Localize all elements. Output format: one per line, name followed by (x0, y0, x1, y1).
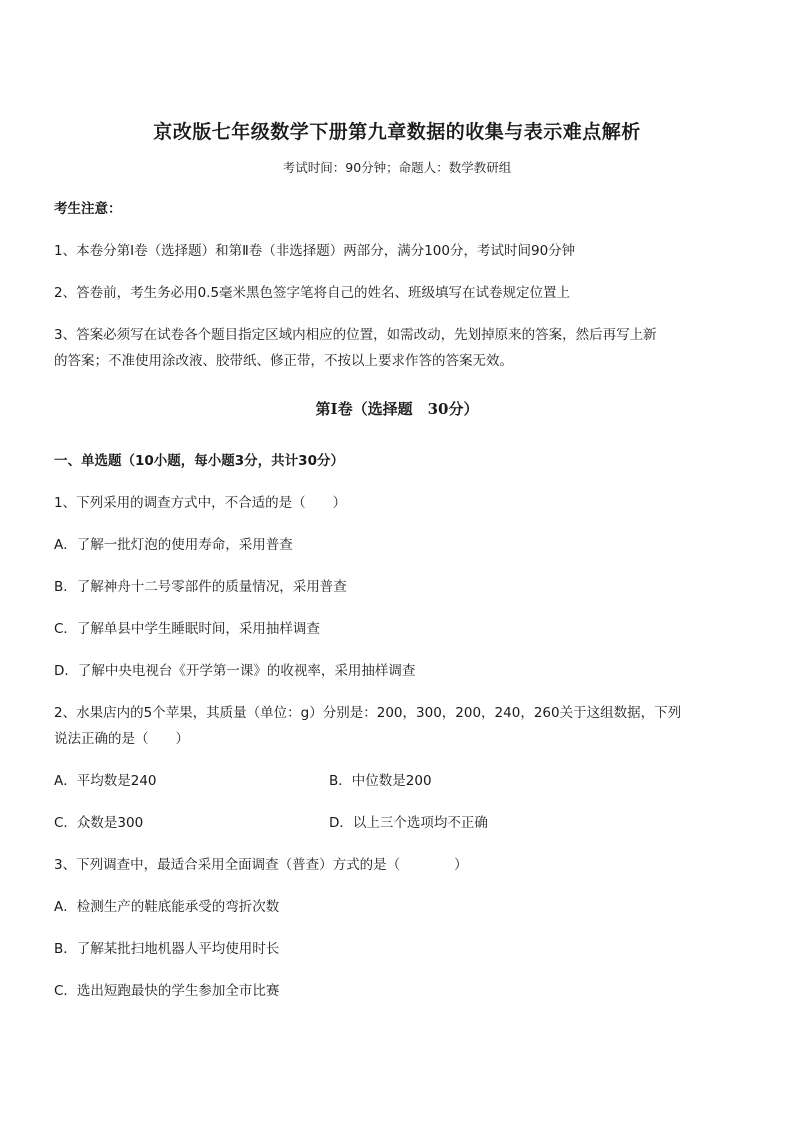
question-3-option-a: A．检测生产的鞋底能承受的弯折次数 (54, 899, 280, 915)
section-title: 第Ⅰ卷（选择题 30分） (315, 400, 479, 418)
notice-item-2: 2、答卷前，考生务必用0.5毫米黑色签字笔将自己的姓名、班级填写在试卷规定位置上 (54, 285, 571, 301)
question-2-option-c: C．众数是300 (54, 815, 144, 831)
question-2-option-d: D．以上三个选项均不正确 (329, 815, 488, 831)
exam-subtitle: 考试时间：90分钟；命题人：数学教研组 (282, 160, 512, 175)
question-1-option-b: B．了解神舟十二号零部件的质量情况，采用普查 (54, 579, 347, 595)
question-1-option-c: C．了解单县中学生睡眠时间，采用抽样调查 (54, 621, 320, 637)
question-1-stem: 1、下列采用的调查方式中，不合适的是（ ） (54, 495, 347, 511)
question-2-stem: 2、水果店内的5个苹果，其质量（单位：g）分别是：200，300，200，240，260关于这组数据，下列 (54, 705, 682, 721)
notice-item-3: 3、答案必须写在试卷各个题目指定区域内相应的位置，如需改动，先划掉原来的答案，然后再写上新 (54, 327, 657, 343)
part-heading: 一、单选题（10小题，每小题3分，共计30分） (54, 453, 344, 469)
question-2-stem-cont: 说法正确的是（ ） (54, 731, 189, 747)
question-3-option-b: B．了解某批扫地机器人平均使用时长 (54, 941, 280, 957)
question-2-option-b: B．中位数是200 (329, 773, 432, 789)
question-1-option-a: A．了解一批灯泡的使用寿命，采用普查 (54, 537, 293, 553)
notice-item-3-cont: 的答案；不准使用涂改液、胶带纸、修正带，不按以上要求作答的答案无效。 (54, 353, 513, 369)
question-1-option-d: D．了解中央电视台《开学第一课》的收视率，采用抽样调查 (54, 663, 416, 679)
question-2-option-a: A．平均数是240 (54, 773, 157, 789)
notice-item-1: 1、本卷分第Ⅰ卷（选择题）和第Ⅱ卷（非选择题）两部分，满分100分，考试时间90分钟 (54, 243, 576, 259)
question-3-option-c: C．选出短跑最快的学生参加全市比赛 (54, 983, 280, 999)
exam-title: 京改版七年级数学下册第九章数据的收集与表示难点解析 (153, 121, 641, 143)
question-3-stem: 3、下列调查中，最适合采用全面调查（普查）方式的是（ ） (54, 857, 468, 873)
notice-heading: 考生注意： (54, 201, 122, 217)
